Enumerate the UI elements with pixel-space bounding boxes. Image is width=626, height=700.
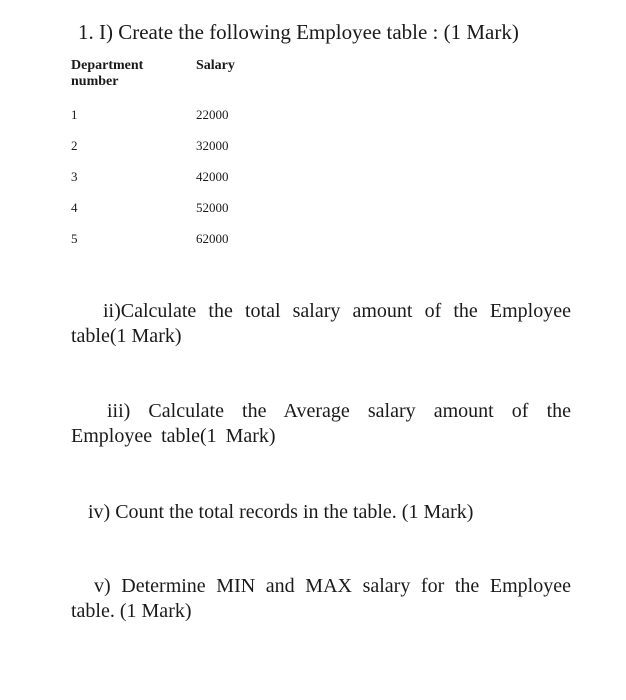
subquestion-ii: ii)Calculate the total salary amount of the Employee table(1 Mark) — [71, 300, 571, 347]
cell-salary: 32000 — [196, 138, 229, 153]
cell-department: 1 — [71, 107, 78, 122]
cell-department: 3 — [71, 169, 78, 184]
question-title: 1. I) Create the following Employee table : (1 Mark) — [78, 20, 519, 44]
subquestion-v: v) Determine MIN and MAX salary for the Employee table. (1 Mark) — [71, 575, 571, 622]
cell-salary: 62000 — [196, 231, 229, 246]
subquestion-iii: iii) Calculate the Average salary amount of the Employee table(1 Mark) — [71, 400, 571, 447]
cell-department: 2 — [71, 138, 78, 153]
cell-salary: 22000 — [196, 107, 229, 122]
subquestion-iv: iv) Count the total records in the table. (1 Mark) — [88, 501, 474, 523]
header-salary: Salary — [196, 58, 235, 73]
header-department-number: Department number — [71, 58, 144, 89]
cell-salary: 52000 — [196, 200, 229, 215]
cell-department: 5 — [71, 231, 78, 246]
cell-department: 4 — [71, 200, 78, 215]
cell-salary: 42000 — [196, 169, 229, 184]
